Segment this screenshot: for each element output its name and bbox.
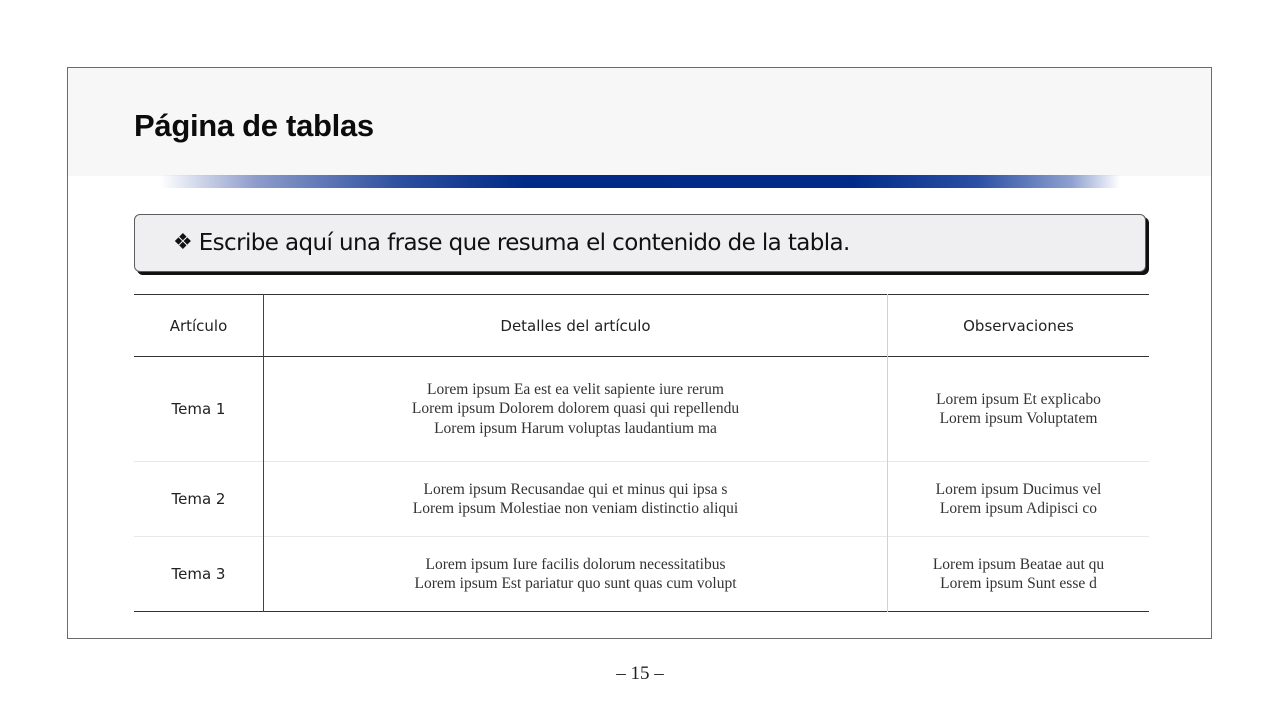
slide [67,67,1212,639]
observations-cell [888,537,1150,612]
four-diamond-bullet-icon: ❖ [173,230,193,255]
page-number: – 15 – [616,663,664,684]
observation-line: Lorem ipsum Ducimus vel [935,480,1102,498]
table-row [134,462,1149,537]
topic-cell: Tema 2 [134,462,264,537]
table-row [134,357,1149,462]
observations-cell [888,357,1150,462]
topic-cell: Tema 3 [134,537,264,612]
observation-line: Lorem ipsum Sunt esse d [940,575,1097,592]
details-cell [264,462,888,537]
details-line: Lorem ipsum Est pariatur quo sunt quas cum volupt [414,575,737,592]
observation-line: Lorem ipsum Voluptatem [939,410,1098,427]
topic-cell: Tema 1 [134,357,264,462]
table-header-row [134,295,1149,357]
details-line: Lorem ipsum Ea est ea velit sapiente iure rerum [427,380,724,398]
header-observations: Observaciones [963,316,1074,335]
summary-callout [134,214,1146,272]
observation-line: Lorem ipsum Beatae aut qu [932,555,1105,573]
header-article: Artículo [134,295,264,357]
accent-divider [160,175,1120,188]
details-line: Lorem ipsum Iure facilis dolorum necessitatibus [425,555,726,573]
details-cell [264,537,888,612]
articles-table [134,294,1149,612]
details-line: Lorem ipsum Harum voluptas laudantium ma [434,419,717,437]
table-row [134,537,1149,612]
details-cell [264,357,888,462]
page-title: Página de tablas [134,108,374,143]
summary-text: Escribe aquí una frase que resuma el contenido de la tabla. [198,230,850,256]
observation-line: Lorem ipsum Adipisci co [939,500,1098,517]
observation-line: Lorem ipsum Et explicabo [936,390,1101,408]
details-line: Lorem ipsum Dolorem dolorem quasi qui repellendu [411,400,740,418]
details-line: Lorem ipsum Recusandae qui et minus qui ipsa s [423,480,728,498]
header-details: Detalles del artículo [264,295,888,357]
observations-cell [888,462,1150,537]
details-line: Lorem ipsum Molestiae non veniam distinctio aliqui [412,500,739,517]
